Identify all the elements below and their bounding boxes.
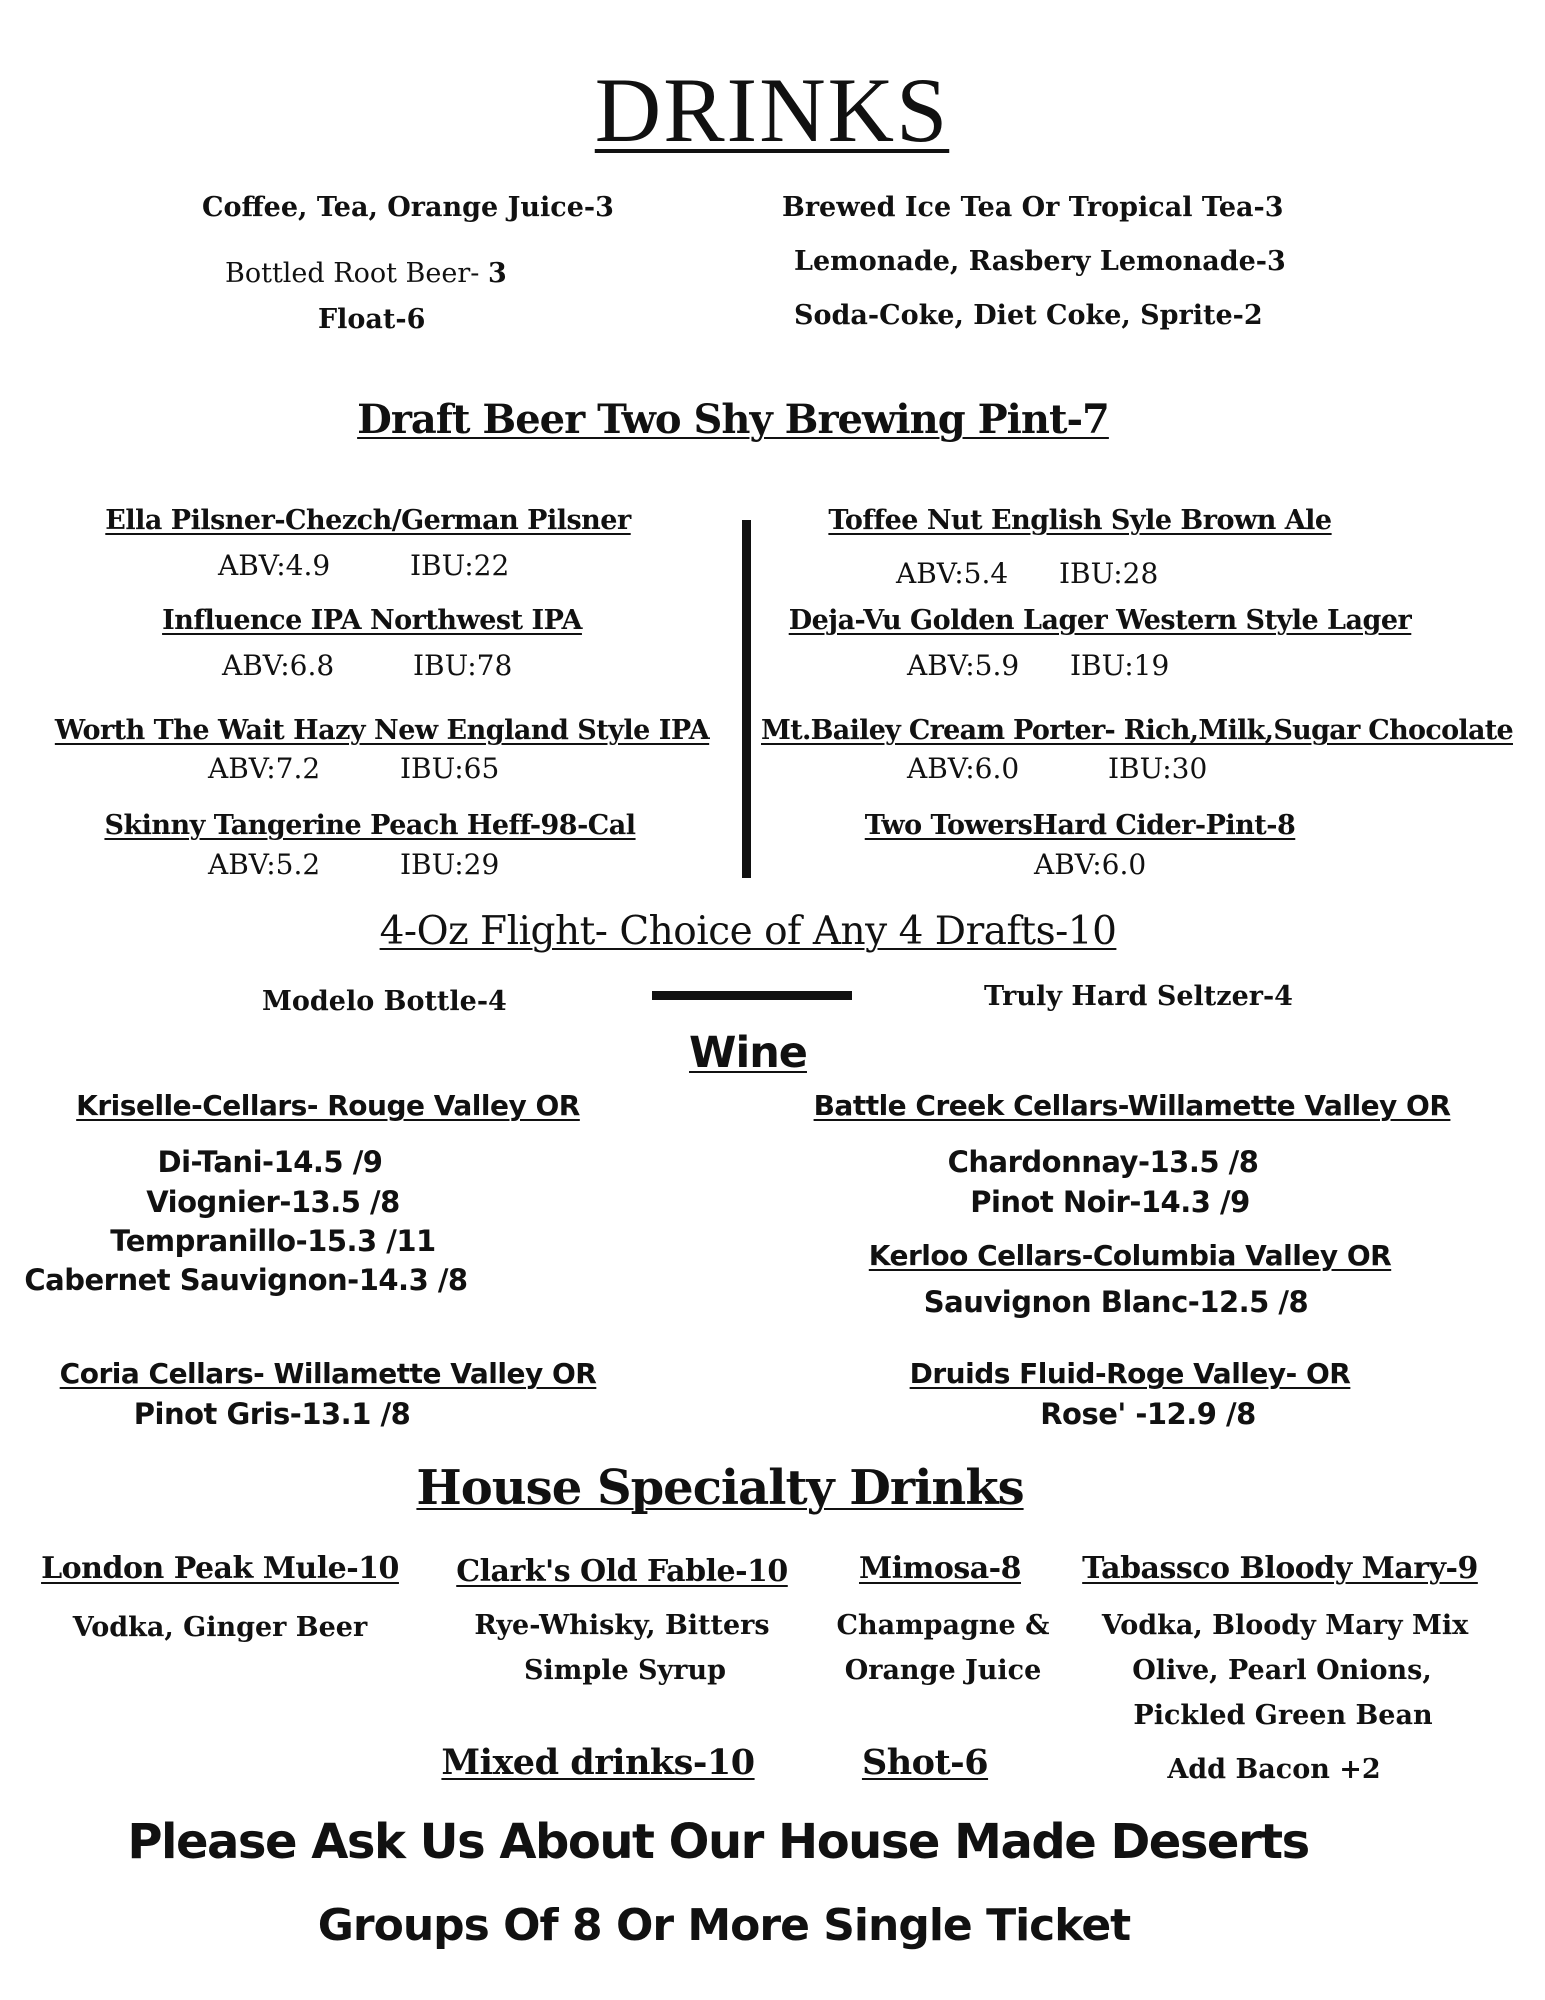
beer-abv: ABV:7.2	[208, 752, 321, 785]
beer-name: Ella Pilsner-Chezch/German Pilsner	[105, 505, 631, 536]
drink-name: Tabassco Bloody Mary-9	[1082, 1551, 1478, 1586]
winery-coria: Coria Cellars- Willamette Valley OR	[59, 1357, 597, 1390]
beer-name: Mt.Bailey Cream Porter- Rich,Milk,Sugar Chocolate	[761, 715, 1513, 746]
beer-name: Deja-Vu Golden Lager Western Style Lager	[788, 605, 1412, 636]
brewed-ice-tea: Brewed Ice Tea Or Tropical Tea-3	[782, 192, 1284, 223]
draft-beer-heading: Draft Beer Two Shy Brewing Pint-7	[357, 396, 1109, 443]
coffee-tea-oj: Coffee, Tea, Orange Juice-3	[202, 192, 614, 223]
wine-item: Pinot Gris-13.1 /8	[133, 1397, 411, 1431]
beer-name: Skinny Tangerine Peach Heff-98-Cal	[104, 810, 636, 841]
beer-abv: ABV:4.9	[218, 549, 331, 582]
groups-note: Groups Of 8 Or More Single Ticket	[317, 1900, 1131, 1951]
lemonade: Lemonade, Rasbery Lemonade-3	[794, 246, 1286, 277]
wine-item: Di-Tani-14.5 /9	[157, 1145, 383, 1179]
beer-abv: ABV:6.0	[907, 752, 1020, 785]
beer-abv: ABV:6.8	[222, 649, 335, 682]
beer-name: Worth The Wait Hazy New England Style IPA	[54, 715, 710, 746]
beer-column-divider	[742, 520, 751, 878]
truly-seltzer: Truly Hard Seltzer-4	[984, 981, 1293, 1012]
beer-abv: ABV:5.2	[208, 848, 321, 881]
wine-item: Tempranillo-15.3 /11	[110, 1224, 436, 1258]
drink-desc: Olive, Pearl Onions,	[1132, 1655, 1432, 1686]
winery-kerloo: Kerloo Cellars-Columbia Valley OR	[868, 1239, 1392, 1272]
drink-desc: Simple Syrup	[524, 1655, 726, 1686]
beer-ibu: IBU:30	[1108, 752, 1208, 785]
wine-item: Sauvignon Blanc-12.5 /8	[923, 1285, 1309, 1319]
beer-ibu: IBU:78	[413, 649, 513, 682]
beer-ibu: IBU:22	[410, 549, 510, 582]
drink-desc: Vodka, Bloody Mary Mix	[1101, 1610, 1469, 1641]
deserts-note: Please Ask Us About Our House Made Deserts	[127, 1814, 1309, 1870]
wine-item: Viognier-13.5 /8	[146, 1185, 400, 1219]
modelo-bottle: Modelo Bottle-4	[262, 986, 507, 1017]
beer-ibu: IBU:19	[1070, 649, 1170, 682]
drink-desc: Pickled Green Bean	[1133, 1700, 1433, 1731]
divider-bar	[652, 991, 852, 1000]
beer-abv: ABV:6.0	[1034, 848, 1147, 881]
bottled-root-beer: Bottled Root Beer- 3	[225, 258, 507, 289]
wine-heading: Wine	[689, 1028, 807, 1078]
drink-desc: Champagne &	[836, 1610, 1050, 1641]
beer-ibu: IBU:29	[400, 848, 500, 881]
float: Float-6	[318, 304, 426, 335]
mixed-drinks: Mixed drinks-10	[441, 1742, 755, 1783]
beer-abv: ABV:5.9	[907, 649, 1020, 682]
drink-desc: Add Bacon +2	[1167, 1754, 1381, 1785]
drink-name: Mimosa-8	[858, 1551, 1022, 1586]
wine-item: Chardonnay-13.5 /8	[947, 1145, 1259, 1179]
wine-item: Cabernet Sauvignon-14.3 /8	[24, 1263, 468, 1297]
drink-desc: Vodka, Ginger Beer	[72, 1612, 368, 1643]
winery-battle-creek: Battle Creek Cellars-Willamette Valley OR	[813, 1089, 1451, 1122]
page-title: DRINKS	[594, 59, 950, 161]
specialty-heading: House Specialty Drinks	[416, 1460, 1024, 1516]
wine-item: Pinot Noir-14.3 /9	[970, 1185, 1250, 1219]
winery-druids: Druids Fluid-Roge Valley- OR	[909, 1357, 1351, 1390]
drink-desc: Orange Juice	[844, 1655, 1042, 1686]
beer-name: Two TowersHard Cider-Pint-8	[864, 810, 1296, 841]
beer-name: Toffee Nut English Syle Brown Ale	[828, 505, 1332, 536]
drink-name: London Peak Mule-10	[41, 1551, 399, 1586]
flight-offer: 4-Oz Flight- Choice of Any 4 Drafts-10	[379, 909, 1117, 954]
soda: Soda-Coke, Diet Coke, Sprite-2	[794, 300, 1263, 331]
drink-name: Clark's Old Fable-10	[456, 1554, 788, 1589]
shot: Shot-6	[861, 1742, 989, 1783]
drink-desc: Rye-Whisky, Bitters	[474, 1610, 770, 1641]
beer-ibu: IBU:28	[1059, 557, 1159, 590]
beer-name: Influence IPA Northwest IPA	[162, 605, 582, 636]
beer-abv: ABV:5.4	[896, 557, 1009, 590]
winery-kriselle: Kriselle-Cellars- Rouge Valley OR	[76, 1089, 580, 1122]
beer-ibu: IBU:65	[400, 752, 500, 785]
wine-item: Rose' -12.9 /8	[1040, 1397, 1256, 1431]
